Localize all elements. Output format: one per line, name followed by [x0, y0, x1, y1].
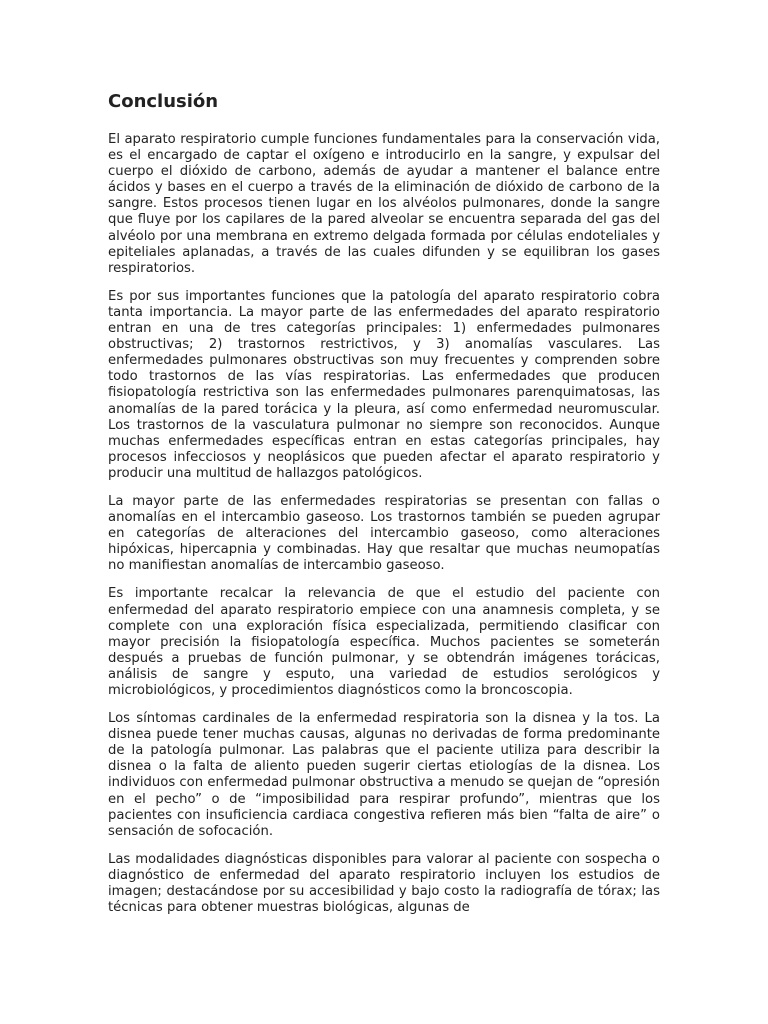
paragraph-6: Las modalidades diagnósticas disponibles para valorar al paciente con sospecha o diagnóstico de enfermedad del aparato respiratorio incluyen los estudios de imagen; destacándose por su accesibilidad y bajo costo la radiografía de tórax; las técnicas para obtener muestras biológicas, algunas de	[108, 851, 660, 916]
page-title: Conclusión	[108, 91, 219, 112]
paragraph-5: Los síntomas cardinales de la enfermedad respiratoria son la disnea y la tos. La disnea puede tener muchas causas, algunas no derivadas de forma predominante de la patología pulmonar. Las palabras que el paciente utiliza para describir la disnea o la falta de aliento pueden sugerir ciertas etiologías de la disnea. Los individuos con enfermedad pulmonar obstructiva a menudo se quejan de “opresión en el pecho” o de “imposibilidad para respirar profundo”, mientras que los pacientes con insuficiencia cardiaca congestiva refieren más bien “falta de aire” o sensación de sofocación.	[108, 711, 660, 839]
paragraph-2: Es por sus importantes funciones que la patología del aparato respiratorio cobra tanta importancia. La mayor parte de las enfermedades del aparato respiratorio entran en una de tres categorías principales: 1) enfermedades pulmonares obstructivas; 2) trastornos restrictivos, y 3) anomalías vasculares. Las enfermedades pulmonares obstructivas son muy frecuentes y comprenden sobre todo trastornos de las vías respiratorias. Las enfermedades que producen fisiopatología restrictiva son las enfermedades pulmonares parenquimatosas, las anomalías de la pared torácica y la pleura, así como enfermedad neuromuscular. Los trastornos de la vasculatura pulmonar no siempre son reconocidos. Aunque muchas enfermedades específicas entran en estas categorías principales, hay procesos infecciosos y neoplásicos que pueden afectar el aparato respiratorio y producir una multitud de hallazgos patológicos.	[108, 288, 660, 481]
paragraph-4: Es importante recalcar la relevancia de que el estudio del paciente con enfermedad del aparato respiratorio empiece con una anamnesis completa, y se complete con una exploración física especializada, permitiendo clasificar con mayor precisión la fisiopatología específica. Muchos pacientes se someterán después a pruebas de función pulmonar, y se obtendrán imágenes torácicas, análisis de sangre y esputo, una variedad de estudios serológicos y microbiológicos, y procedimientos diagnósticos como la broncoscopia.	[108, 586, 660, 698]
paragraph-3: La mayor parte de las enfermedades respiratorias se presentan con fallas o anomalías en el intercambio gaseoso. Los trastornos también se pueden agrupar en categorías de alteraciones del intercambio gaseoso, como alteraciones hipóxicas, hipercapnia y combinadas. Hay que resaltar que muchas neumopatías no manifiestan anomalías de intercambio gaseoso.	[108, 493, 660, 574]
paragraph-1: El aparato respiratorio cumple funciones fundamentales para la conservación vida, es el encargado de captar el oxígeno e introducirlo en la sangre, y expulsar del cuerpo el dióxido de carbono, además de ayudar a mantener el balance entre ácidos y bases en el cuerpo a través de la eliminación de dióxido de carbono de la sangre. Estos procesos tienen lugar en los alvéolos pulmonares, donde la sangre que fluye por los capilares de la pared alveolar se encuentra separada del gas del alvéolo por una membrana en extremo delgada formada por células endoteliales y epiteliales aplanadas, a través de las cuales difunden y se equilibran los gases respiratorios.	[108, 132, 660, 276]
